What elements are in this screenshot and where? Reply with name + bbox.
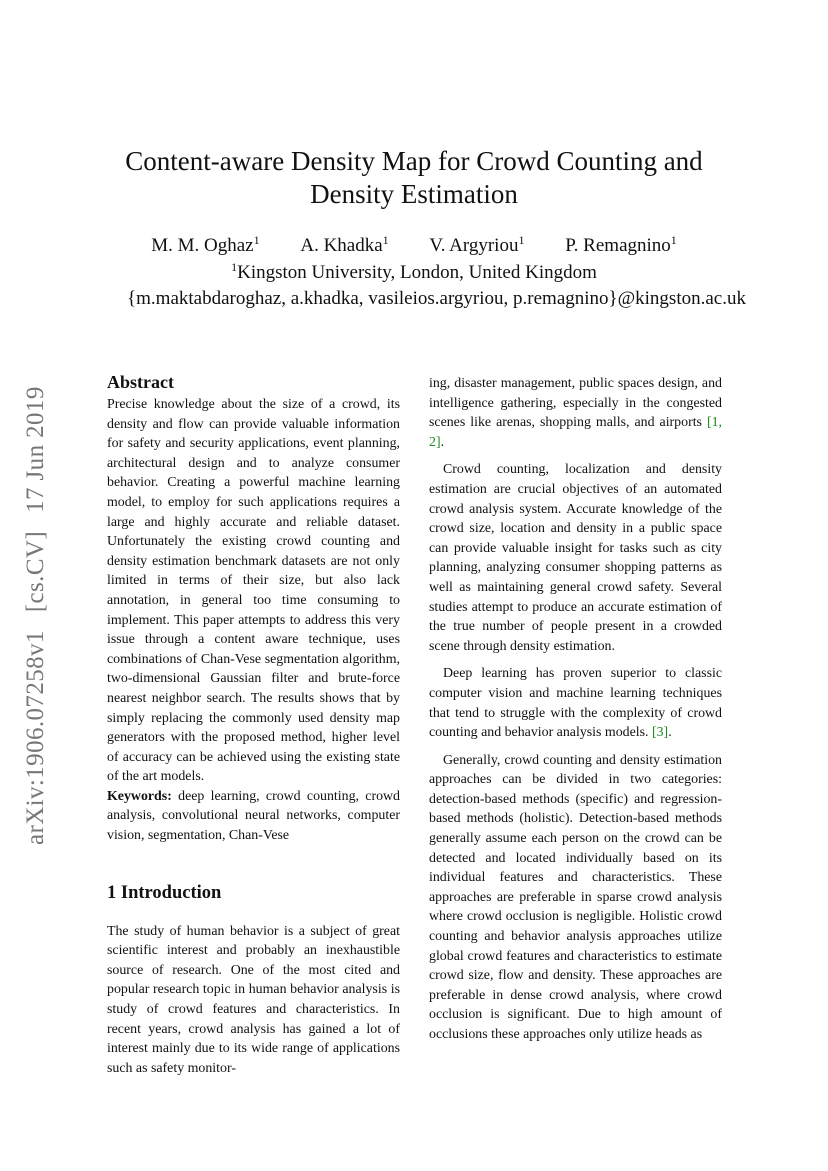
- author: P. Remagnino$^1$: [565, 233, 677, 256]
- title-line-2: Density Estimation: [310, 179, 518, 209]
- abstract-heading: Abstract: [107, 372, 174, 392]
- arxiv-date: 17 Jun 2019: [22, 386, 49, 513]
- right-column: [429, 374, 722, 1045]
- author: V. Argyriou$^1$: [429, 233, 525, 256]
- citation-link[interactable]: [3]: [651, 725, 669, 741]
- abstract-text: Precise knowledge about the size of a crowd, its density and flow can provide valuable information for safety and security applications, event planning, architectural design and to analyze consumer behavior. Creating a powerful machine learning model, to employ for such applications requires a large and highly accurate and reliable dataset. Unfortunately the existing crowd counting and density estimation benchmark datasets are not only limited in terms of their size, but also lack annotation, in general too time consuming to implement. This paper attempts to address this very issue through a content aware technique, uses combinations of Chan-Vese segmentation algorithm, two-dimensional Gaussian filter and brute-force nearest neighbor search. The results shows that by simply replacing the commonly used density map generators with the proposed method, higher level of accuracy can be achieved using the existing state of the art models.: [107, 397, 400, 785]
- author-emails: {m.maktabdaroghaz, a.khadka, vasileios.argyriou, p.remagnino}@kingston.ac.uk: [127, 288, 746, 309]
- keywords-text: deep learning, crowd counting, crowd analysis, convolutional neural networks, computer vision, segmentation, Chan-Vese: [107, 788, 400, 844]
- author: M. M. Oghaz$^1$: [151, 233, 260, 256]
- right-paragraph-1: ing, disaster management, public spaces design, and intelligence gathering, especially in the congested scenes like arenas, shopping malls, and airports [1, 2].: [429, 376, 722, 450]
- title-line-1: Content-aware Density Map for Crowd Counting and: [125, 146, 703, 176]
- right-paragraph-3: Deep learning has proven superior to classic computer vision and machine learning techniques that tend to struggle with the complexity of crowd counting and behavior analysis models. [3].: [429, 666, 722, 741]
- author: A. Khadka$^1$: [300, 233, 389, 256]
- paper-title: [0, 145, 828, 211]
- intro-paragraph: The study of human behavior is a subject of great scientific interest and probably an inexhaustible source of research. One of the most cited and popular research topic in human behavior analysis is study of crowd features and characteristics. In recent years, crowd analysis has gained a lot of interest mainly due to its wide range of applications such as safety monitor-: [107, 923, 400, 1076]
- arxiv-stamp: [22, 386, 50, 845]
- section-heading-introduction: 1 Introduction: [107, 882, 222, 903]
- right-paragraph-2: Crowd counting, localization and density estimation are crucial objectives of an automated crowd analysis system. Accurate knowledge of the crowd size, location and density in a public space can provide valuable insight for tasks such as city planning, analyzing consumer shopping patterns as well as maintaining general crowd safety. Several studies attempt to produce an accurate estimation of the true number of people present in a crowded scene through density estimation.: [429, 462, 722, 654]
- keywords: [107, 787, 400, 846]
- keywords-label: Keywords:: [107, 788, 172, 804]
- right-paragraph-4: Generally, crowd counting and density estimation approaches can be divided in two categories: detection-based methods (specific) and regression-based methods (holistic). Detection-based methods generally assume each person on the crowd can be detected and located individually based on its individual features and characteristics. These approaches are preferable in sparse crowd analysis where crowd occlusion is negligible. Holistic crowd counting and behavior analysis approaches utilize global crowd features and characteristics to estimate crowd size, flow and density. These approaches are preferable in dense crowd analysis, where crowd occlusion is significant. Due to high amount of occlusions these approaches only utilize heads as: [429, 752, 722, 1042]
- arxiv-category: [cs.CV]: [22, 530, 49, 613]
- affiliation: $^1$Kingston University, London, United Kingdom: [231, 260, 597, 283]
- arxiv-id: arXiv:1906.07258v1: [22, 630, 49, 845]
- left-column: [107, 371, 400, 1078]
- author-list: [0, 235, 828, 257]
- citation-link[interactable]: [1, 2]: [429, 415, 722, 450]
